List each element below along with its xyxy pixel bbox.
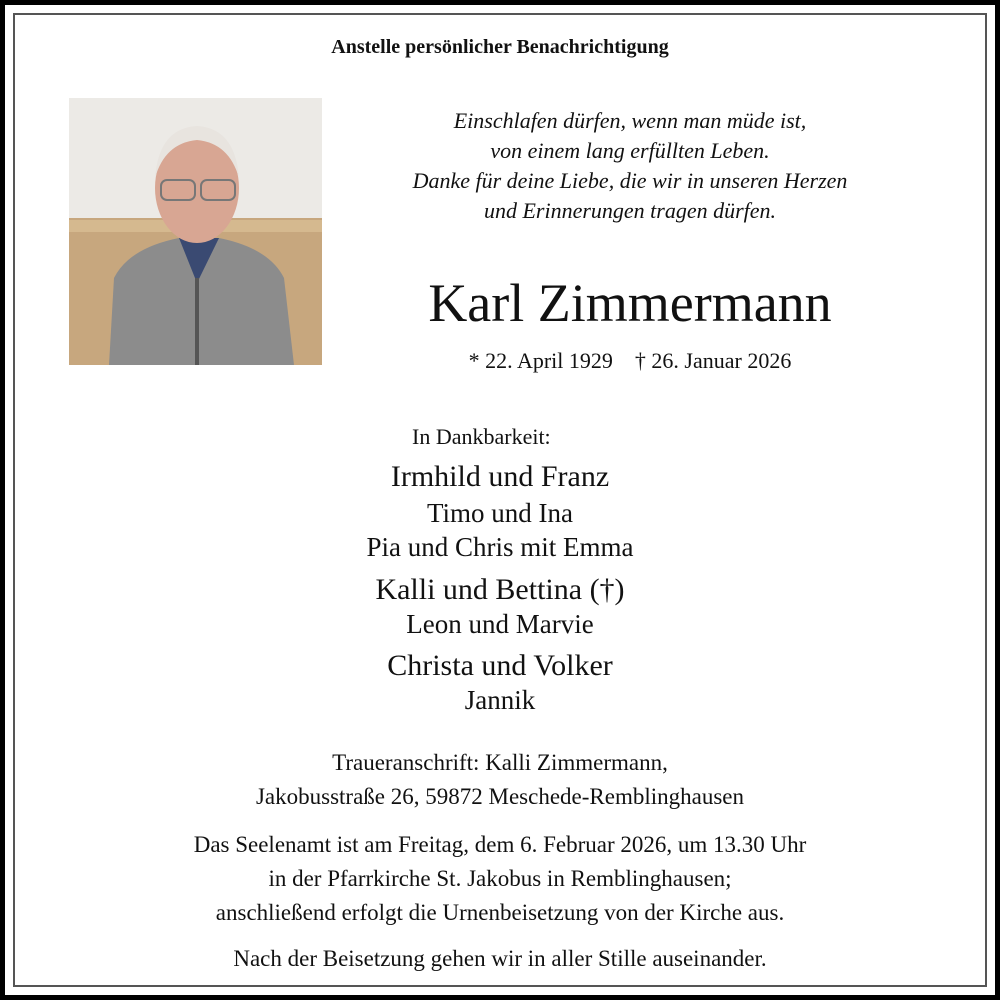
family-line: Jannik [464,685,536,715]
address-line: Jakobusstraße 26, 59872 Meschede-Remblinghausen [255,784,744,809]
family-line: Irmhild und Franz [390,460,610,493]
deceased-name: Karl Zimmermann [428,273,832,333]
death-date: † 26. Januar 2026 [634,348,792,373]
birth-date: * 22. April 1929 [468,348,613,373]
address-line: Traueranschrift: Kalli Zimmermann, [332,750,668,775]
thanks-label: In Dankbarkeit: [412,424,551,449]
family-line: Leon und Marvie [406,609,594,639]
service-line: Das Seelenamt ist am Freitag, dem 6. Februar 2026, um 13.30 Uhr [193,832,807,857]
portrait-photo [69,98,322,365]
service-line: anschließend erfolgt die Urnenbeisetzung von der Kirche aus. [215,900,785,925]
family-line: Kalli und Bettina (†) [375,573,625,606]
family-line: Christa und Volker [387,649,613,682]
poem-line: Danke für deine Liebe, die wir in unseren Herzen [412,168,848,193]
poem-line: Einschlafen dürfen, wenn man müde ist, [453,108,807,133]
closing-line: Nach der Beisetzung gehen wir in aller Stille auseinander. [233,946,767,971]
family-line: Timo und Ina [426,498,574,528]
family-line: Pia und Chris mit Emma [366,532,634,562]
life-dates [380,348,880,374]
poem-line: von einem lang erfüllten Leben. [490,138,770,163]
poem [380,106,880,226]
poem-line: und Erinnerungen tragen dürfen. [483,198,777,223]
service-line: in der Pfarrkirche St. Jakobus in Remblinghausen; [268,866,732,891]
notice-heading: Anstelle persönlicher Benachrichtigung [331,36,669,58]
